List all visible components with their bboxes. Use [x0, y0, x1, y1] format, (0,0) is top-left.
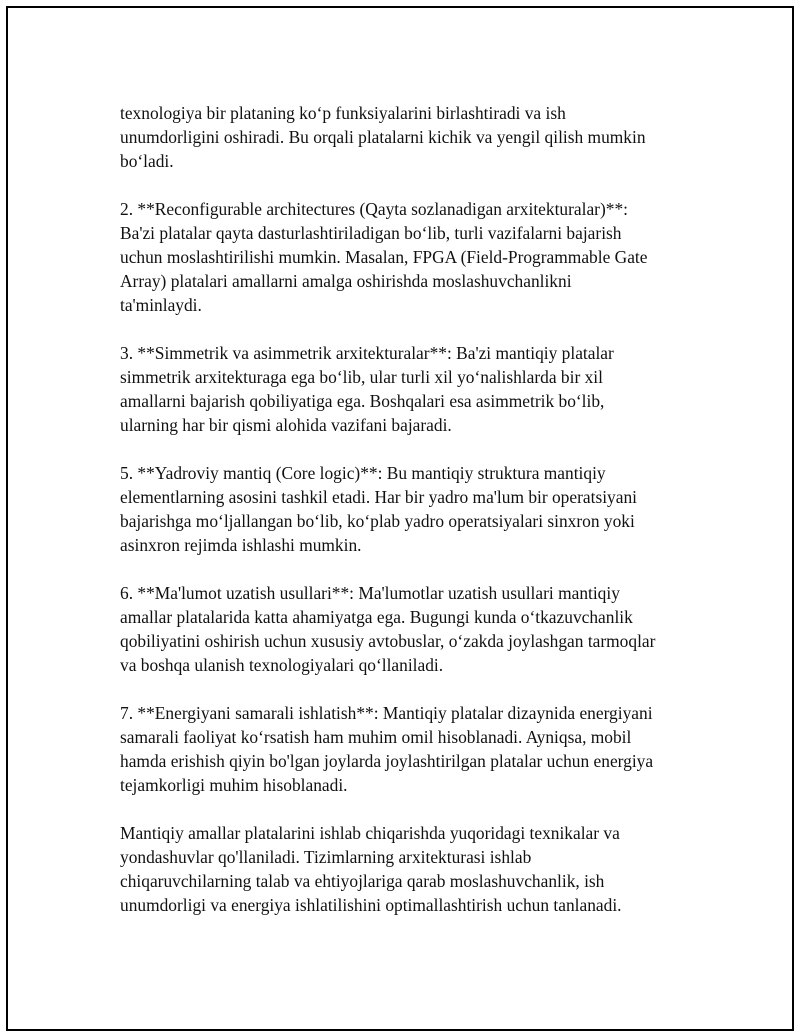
text-line: ularning har bir qismi alohida vazifani bajaradi. — [120, 415, 452, 435]
text-line: 7. **Energiyani samarali ishlatish**: Mantiqiy platalar dizaynida energiyani — [120, 703, 653, 723]
text-line: unumdorligi va energiya ishlatilishini optimallashtirish uchun tanlanadi. — [120, 895, 622, 915]
text-line: Ba'zi platalar qayta dasturlashtiriladigan bo‘lib, turli vazifalarni bajarish — [120, 223, 622, 243]
paragraph-reconfigurable-architectures — [120, 197, 700, 317]
text-line: unumdorligini oshiradi. Bu orqali platalarni kichik va yengil qilish mumkin — [120, 127, 646, 147]
text-line: Array) platalari amallarni amalga oshirishda moslashuvchanlikni — [120, 271, 572, 291]
text-line: bo‘ladi. — [120, 151, 174, 171]
text-line: qobiliyatini oshirish uchun xususiy avtobuslar, o‘zakda joylashgan tarmoqlar — [120, 631, 656, 651]
text-line: 2. **Reconfigurable architectures (Qayta sozlanadigan arxitekturalar)**: — [120, 199, 628, 219]
document-body — [120, 101, 700, 941]
paragraph-core-logic — [120, 461, 700, 557]
paragraph-intro-continuation — [120, 101, 700, 173]
paragraph-conclusion — [120, 821, 700, 917]
paragraph-symmetric-architectures — [120, 341, 700, 437]
text-line: ta'minlaydi. — [120, 295, 202, 315]
paragraph-energy-efficiency — [120, 701, 700, 797]
text-line: Mantiqiy amallar platalarini ishlab chiqarishda yuqoridagi texnikalar va — [120, 823, 620, 843]
text-line: asinxron rejimda ishlashi mumkin. — [120, 535, 362, 555]
text-line: texnologiya bir plataning ko‘p funksiyalarini birlashtiradi va ish — [120, 103, 566, 123]
text-line: hamda erishish qiyin bo'lgan joylarda joylashtirilgan platalar uchun energiya — [120, 751, 654, 771]
text-line: elementlarning asosini tashkil etadi. Har bir yadro ma'lum bir operatsiyani — [120, 487, 637, 507]
text-line: uchun moslashtirilishi mumkin. Masalan, FPGA (Field-Programmable Gate — [120, 247, 648, 267]
text-line: tejamkorligi muhim hisoblanadi. — [120, 775, 348, 795]
document-page — [6, 6, 794, 1031]
text-line: 5. **Yadroviy mantiq (Core logic)**: Bu mantiqiy struktura mantiqiy — [120, 463, 606, 483]
text-line: amallar platalarida katta ahamiyatga ega. Bugungi kunda o‘tkazuvchanlik — [120, 607, 633, 627]
paragraph-data-transfer — [120, 581, 700, 677]
text-line: simmetrik arxitekturaga ega bo‘lib, ular turli xil yo‘nalishlarda bir xil — [120, 367, 603, 387]
text-line: amallarni bajarish qobiliyatiga ega. Boshqalari esa asimmetrik bo‘lib, — [120, 391, 605, 411]
text-line: yondashuvlar qo'llaniladi. Tizimlarning arxitekturasi ishlab — [120, 847, 532, 867]
text-line: bajarishga mo‘ljallangan bo‘lib, ko‘plab yadro operatsiyalari sinxron yoki — [120, 511, 635, 531]
text-line: 6. **Ma'lumot uzatish usullari**: Ma'lumotlar uzatish usullari mantiqiy — [120, 583, 620, 603]
text-line: chiqaruvchilarning talab va ehtiyojlariga qarab moslashuvchanlik, ish — [120, 871, 605, 891]
text-line: 3. **Simmetrik va asimmetrik arxitekturalar**: Ba'zi mantiqiy platalar — [120, 343, 614, 363]
text-line: va boshqa ulanish texnologiyalari qo‘llaniladi. — [120, 655, 444, 675]
text-line: samarali faoliyat ko‘rsatish ham muhim omil hisoblanadi. Ayniqsa, mobil — [120, 727, 632, 747]
